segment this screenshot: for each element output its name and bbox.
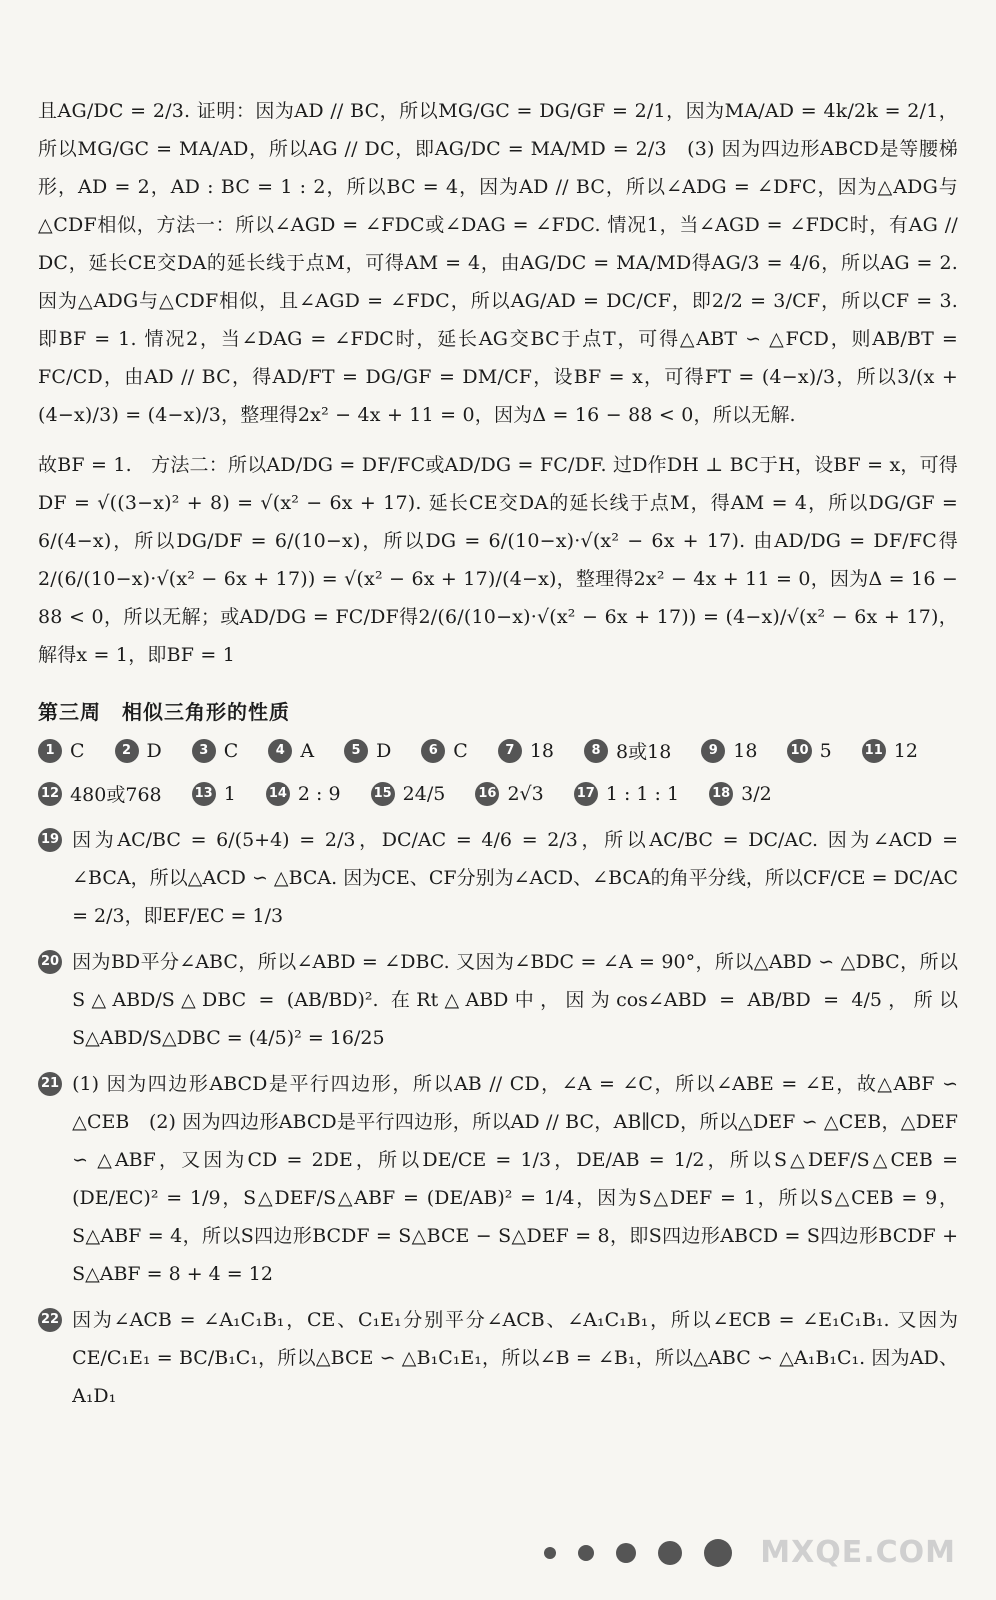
paragraph: 故BF = 1. 方法二：所以AD/DG = DF/FC或AD/DG = FC/DF. 过D作DH ⊥ BC于H，设BF = x，可得DF = √((3−x)² + 8) = √(x² − 6x + 17). 延长CE交DA的延长线于点M，得AM = 4，所以DG/GF = 6/(4−x)，所以DG/DF = 6/(10−x)，所以DG = 6/(10−x)·√(x² − 6x + 17). 由AD/DG = DF/FC得2/(6/(10−x)·√(x² − 6x + 17)) = √(x² − 6x + 17)/(4−x)，整理得2x² − 4x + 11 = 0，因为Δ = 16 − 88 < 0，所以无解；或AD/DG = FC/DF得2/(6/(10−x)·√(x² − 6x + 17)) = (4−x)/√(x² − 6x + 17)，解得x = 1，即BF = 1: [38, 454, 958, 666]
answer-value: C: [70, 739, 85, 762]
answer-item: [584, 737, 671, 764]
solution-text: 因为AC/BC = 6/(5+4) = 2/3，DC/AC = 4/6 = 2/3，所以AC/BC = DC/AC. 因为∠ACD = ∠BCA，所以△ACD ∽ △BCA. 因为CE、CF分别为∠ACD、∠BCA的角平分线，所以CF/CE = DC/AC = 2/3，即EF/EC = 1/3: [72, 829, 958, 927]
question-number-badge: 15: [371, 782, 395, 806]
question-number-badge: 16: [475, 782, 499, 806]
solution-text: 因为BD平分∠ABC，所以∠ABD = ∠DBC. 又因为∠BDC = ∠A = 90°，所以△ABD ∽ △DBC，所以S△ABD/S△DBC = (AB/BD)². 在Rt△ABD中，因为cos∠ABD = AB/BD = 4/5，所以S△ABD/S△DBC = (4/5)² = 16/25: [72, 951, 958, 1049]
section-title: 第三周 相似三角形的性质: [38, 700, 290, 724]
solution-item: [38, 1301, 958, 1415]
answer-item: [344, 737, 391, 764]
answer-list: [38, 737, 958, 807]
answer-item: [266, 780, 341, 807]
question-number-badge: 7: [498, 739, 522, 763]
answer-item: [574, 780, 679, 807]
question-number-badge: 11: [862, 739, 886, 763]
answer-value: 2 : 9: [297, 782, 341, 805]
solution-text: (1) 因为四边形ABCD是平行四边形，所以AB // CD，∠A = ∠C，所以∠ABE = ∠E，故△ABF ∽ △CEB (2) 因为四边形ABCD是平行四边形，所以AD // BC，AB∥CD，所以△DEF ∽ △CEB，△DEF ∽ △ABF，又因为CD = 2DE，所以DE/CE = 1/3，DE/AB = 1/2，所以S△DEF/S△CEB = (DE/EC)² = 1/9，S△DEF/S△ABF = (DE/AB)² = 1/4，因为S△DEF = 1，所以S△CEB = 9，S△ABF = 4，所以S四边形BCDF = S△BCE − S△DEF = 8，即S四边形ABCD = S四边形BCDF + S△ABF = 8 + 4 = 12: [72, 1073, 958, 1285]
answer-item: [38, 780, 162, 807]
question-number-badge: 3: [192, 739, 216, 763]
answer-item: [115, 737, 162, 764]
question-number-badge: 14: [266, 782, 290, 806]
decorative-dot-icon: [578, 1545, 594, 1561]
question-number-badge: 12: [38, 782, 62, 806]
watermark-logo: MXQE.COM: [760, 1535, 956, 1570]
answer-item: [38, 737, 85, 764]
solution-text: [38, 92, 958, 674]
answer-value: 5: [819, 739, 832, 762]
answer-value: 18: [733, 739, 758, 762]
answer-value: 480或768: [70, 784, 162, 806]
answer-item: [421, 737, 468, 764]
answer-value: 1 : 1 : 1: [605, 782, 680, 805]
question-number-badge: 1: [38, 739, 62, 763]
question-number-badge: 17: [574, 782, 598, 806]
answer-item: [268, 737, 314, 764]
question-number-badge: 5: [344, 739, 368, 763]
question-number-badge: 6: [421, 739, 445, 763]
answer-item: [787, 737, 831, 764]
question-number-badge: 22: [38, 1308, 62, 1332]
answer-item: [498, 737, 554, 764]
answer-item: [475, 780, 543, 807]
answer-value: 8或18: [616, 741, 672, 763]
answer-item: [371, 780, 446, 807]
question-number-badge: 21: [38, 1072, 62, 1096]
question-number-badge: 8: [584, 739, 608, 763]
question-number-badge: 10: [787, 739, 811, 763]
answer-value: 18: [529, 739, 555, 762]
question-number-badge: 4: [268, 739, 292, 763]
question-number-badge: 13: [192, 782, 216, 806]
question-number-badge: 19: [38, 828, 62, 852]
answer-item: [192, 737, 239, 764]
answer-value: 24/5: [402, 782, 446, 805]
paragraph: 且AG/DC = 2/3. 证明：因为AD // BC，所以MG/GC = DG/GF = 2/1，因为MA/AD = 4k/2k = 2/1，所以MG/GC = MA/AD，所以AG // DC，即AG/DC = MA/MD = 2/3 (3) 因为四边形ABCD是等腰梯形，AD = 2，AD : BC = 1 : 2，所以BC = 4，因为AD // BC，所以∠ADG = ∠DFC，因为△ADG与△CDF相似，方法一：所以∠AGD = ∠FDC或∠DAG = ∠FDC. 情况1，当∠AGD = ∠FDC时，有AG // DC，延长CE交DA的延长线于点M，可得AM = 4，由AG/DC = MA/MD得AG/3 = 4/6，所以AG = 2. 因为△ADG与△CDF相似，且∠AGD = ∠FDC，所以AG/AD = DC/CF，即2/2 = 3/CF，所以CF = 3. 即BF = 1. 情况2，当∠DAG = ∠FDC时，延长AG交BC于点T，可得△ABT ∽ △FCD，则AB/BT = FC/CD，由AD // BC，得AD/FT = DG/GF = DM/CF，设BF = x，可得FT = (4−x)/3，所以3/(x + (4−x)/3) = (4−x)/3，整理得2x² − 4x + 11 = 0，因为Δ = 16 − 88 < 0，所以无解.: [38, 100, 958, 426]
decorative-dot-icon: [544, 1547, 556, 1559]
question-number-badge: 18: [709, 782, 733, 806]
answer-value: D: [376, 739, 392, 762]
answer-value: 2√3: [507, 782, 544, 805]
decorative-dot-icon: [616, 1543, 636, 1563]
answer-item: [862, 737, 918, 764]
question-number-badge: 20: [38, 950, 62, 974]
answer-item: [709, 780, 772, 807]
answer-item: [192, 780, 236, 807]
answer-value: 3/2: [741, 782, 772, 805]
decorative-dot-icon: [704, 1539, 732, 1567]
solution-item: [38, 1065, 958, 1293]
answer-value: 12: [893, 739, 918, 762]
solution-item: [38, 821, 958, 935]
answer-value: C: [223, 739, 239, 762]
answer-value: A: [300, 739, 315, 762]
answer-value: D: [146, 739, 162, 762]
question-number-badge: 2: [115, 739, 139, 763]
decorative-dot-icon: [658, 1541, 682, 1565]
question-number-badge: 9: [701, 739, 725, 763]
solution-text: 因为∠ACB = ∠A₁C₁B₁，CE、C₁E₁分别平分∠ACB、∠A₁C₁B₁，所以∠ECB = ∠E₁C₁B₁. 又因为CE/C₁E₁ = BC/B₁C₁，所以△BCE ∽ △B₁C₁E₁，所以∠B = ∠B₁，所以△ABC ∽ △A₁B₁C₁. 因为AD、A₁D₁: [72, 1309, 958, 1407]
answer-value: 1: [223, 782, 236, 805]
page-content: [38, 92, 958, 1423]
answer-item: [701, 737, 757, 764]
page-footer: [544, 1535, 956, 1570]
answer-value: C: [453, 739, 468, 762]
solution-item: [38, 943, 958, 1057]
